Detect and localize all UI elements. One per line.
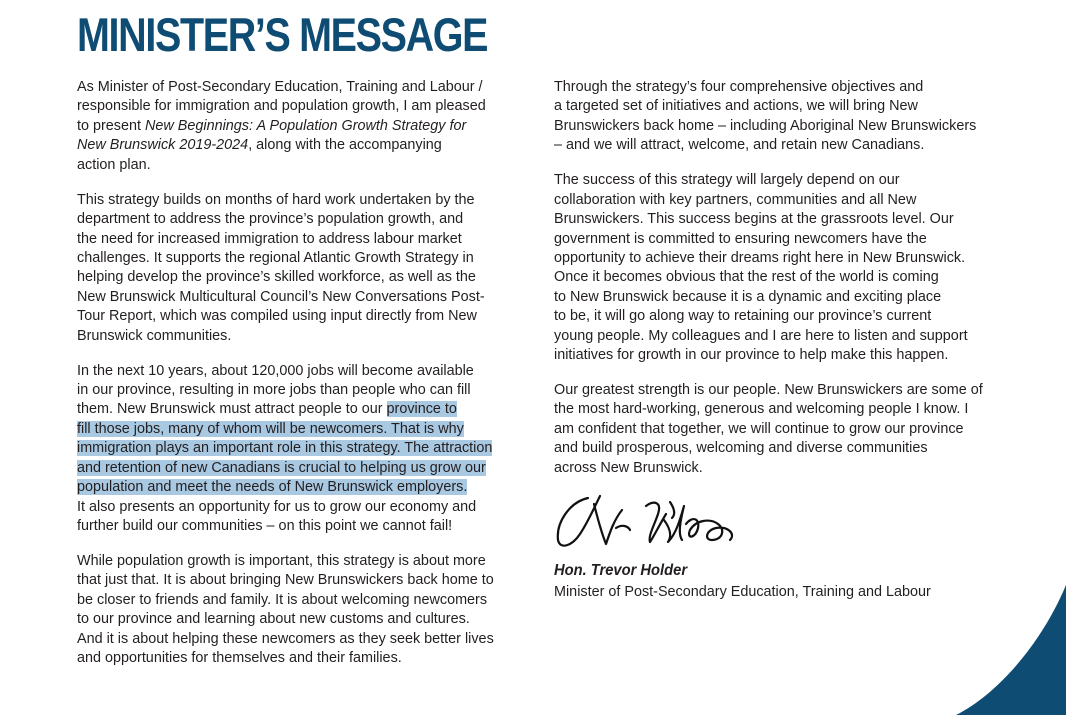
- page-title: MINISTER’S MESSAGE: [77, 8, 488, 61]
- text-line: [77, 630, 522, 649]
- italic-text: New Beginnings: A Population Growth Strategy for: [145, 117, 467, 134]
- text-line: [554, 420, 999, 439]
- text-run: This strategy builds on months of hard work undertaken by the: [77, 191, 475, 208]
- text-line: [554, 191, 999, 210]
- text-line: [77, 420, 522, 439]
- text-run: that just that. It is about bringing New Brunswickers back home to: [77, 572, 494, 589]
- text-line: [554, 381, 999, 400]
- text-run: and opportunities for themselves and their families.: [77, 650, 402, 667]
- right-column: [554, 78, 999, 494]
- text-line: [77, 117, 522, 136]
- text-run: be closer to friends and family. It is about welcoming newcomers: [77, 591, 488, 608]
- text-run: challenges. It supports the regional Atlantic Growth Strategy in: [77, 249, 474, 266]
- left-column: [77, 78, 522, 684]
- text-line: [554, 288, 999, 307]
- text-run: Once it becomes obvious that the rest of the world is coming: [554, 269, 939, 286]
- text-line: [554, 78, 999, 97]
- text-line: [554, 97, 999, 116]
- text-line: [554, 210, 999, 229]
- text-line: [77, 552, 522, 571]
- text-run: department to address the province’s population growth, and: [77, 211, 464, 228]
- text-run: to be, it will go along way to retaining our province’s current: [554, 308, 932, 325]
- text-run: to present: [77, 117, 145, 134]
- text-line: [554, 268, 999, 287]
- text-run: – and we will attract, welcome, and retain new Canadians.: [554, 137, 925, 154]
- text-run: to New Brunswick because it is a dynamic and exciting place: [554, 288, 942, 305]
- text-run: am confident that together, we will continue to grow our province: [554, 420, 964, 437]
- text-run: Through the strategy’s four comprehensive objectives and: [554, 79, 924, 95]
- text-run: responsible for immigration and population growth, I am pleased: [77, 98, 486, 115]
- corner-decoration: [956, 585, 1066, 715]
- text-line: [77, 649, 522, 668]
- text-run: It also presents an opportunity for us to grow our economy and: [77, 498, 477, 515]
- text-run: further build our communities – on this point we cannot fail!: [77, 517, 453, 534]
- text-run: initiatives for growth in our province to help make this happen.: [554, 346, 949, 363]
- text-line: [77, 327, 522, 346]
- highlighted-text: and retention of new Canadians is crucial to helping us grow our: [77, 459, 486, 476]
- text-run: And it is about helping these newcomers as they seek better lives: [77, 630, 494, 647]
- text-line: [77, 156, 522, 175]
- text-run: young people. My colleagues and I are here to listen and support: [554, 327, 968, 344]
- text-line: [554, 230, 999, 249]
- highlighted-text: province to: [386, 401, 457, 418]
- paragraph: [77, 78, 522, 175]
- text-run: While population growth is important, this strategy is about more: [77, 553, 486, 569]
- text-line: [554, 249, 999, 268]
- text-run: the most hard-working, generous and welcoming people I know. I: [554, 401, 969, 418]
- text-line: [77, 268, 522, 287]
- text-line: [77, 478, 522, 497]
- text-run: In the next 10 years, about 120,000 jobs will become available: [77, 362, 474, 379]
- paragraph: [77, 362, 522, 537]
- text-line: [77, 591, 522, 610]
- text-run: the need for increased immigration to address labour market: [77, 230, 462, 247]
- text-run: As Minister of Post-Secondary Education, Training and Labour /: [77, 79, 483, 95]
- text-line: [554, 400, 999, 419]
- text-line: [77, 249, 522, 268]
- text-line: [77, 381, 522, 400]
- text-line: [554, 459, 999, 478]
- text-run: them. New Brunswick must attract people to our: [77, 401, 387, 418]
- text-line: [77, 517, 522, 536]
- text-line: [77, 191, 522, 210]
- text-line: [77, 498, 522, 517]
- text-run: collaboration with key partners, communities and all New: [554, 191, 917, 208]
- text-line: [77, 136, 522, 155]
- text-line: [77, 571, 522, 590]
- signatory-name: Hon. Trevor Holder: [554, 562, 688, 579]
- text-run: The success of this strategy will largely depend on our: [554, 172, 900, 189]
- paragraph: [77, 191, 522, 346]
- text-line: [554, 327, 999, 346]
- text-line: [554, 439, 999, 458]
- text-line: [554, 171, 999, 190]
- paragraph: [554, 171, 999, 365]
- text-line: [554, 307, 999, 326]
- text-line: [77, 307, 522, 326]
- text-line: [77, 97, 522, 116]
- highlighted-text: population and meet the needs of New Brunswick employers.: [77, 479, 468, 496]
- signature-image: [550, 484, 750, 554]
- text-run: Brunswickers. This success begins at the grassroots level. Our: [554, 211, 954, 228]
- text-run: helping develop the province’s skilled workforce, as well as the: [77, 269, 476, 286]
- text-line: [554, 136, 999, 155]
- text-run: in our province, resulting in more jobs than people who can fill: [77, 382, 471, 399]
- paragraph: [77, 552, 522, 668]
- text-line: [554, 117, 999, 136]
- text-run: New Brunswick Multicultural Council’s New Conversations Post-: [77, 288, 485, 305]
- signatory-title: Minister of Post-Secondary Education, Training and Labour: [554, 584, 931, 600]
- highlighted-text: immigration plays an important role in this strategy. The attraction: [77, 440, 493, 457]
- text-run: across New Brunswick.: [554, 459, 703, 476]
- text-run: opportunity to achieve their dreams right here in New Brunswick.: [554, 249, 966, 266]
- text-run: , along with the accompanying: [248, 137, 442, 154]
- text-line: [77, 459, 522, 478]
- text-run: a targeted set of initiatives and actions, we will bring New: [554, 98, 918, 115]
- text-line: [77, 610, 522, 629]
- paragraph: [554, 78, 999, 156]
- text-line: [77, 230, 522, 249]
- text-line: [77, 288, 522, 307]
- text-run: Brunswick communities.: [77, 327, 232, 344]
- paragraph: [554, 381, 999, 478]
- text-line: [77, 400, 522, 419]
- text-run: Tour Report, which was compiled using input directly from New: [77, 308, 477, 325]
- text-line: [77, 78, 522, 97]
- text-run: to our province and learning about new customs and cultures.: [77, 611, 470, 628]
- text-run: Brunswickers back home – including Aboriginal New Brunswickers: [554, 117, 977, 134]
- text-line: [77, 210, 522, 229]
- text-run: government is committed to ensuring newcomers have the: [554, 230, 927, 247]
- text-run: Our greatest strength is our people. New Brunswickers are some of: [554, 382, 983, 399]
- italic-text: New Brunswick 2019-2024: [77, 137, 249, 154]
- text-line: [77, 362, 522, 381]
- text-line: [554, 346, 999, 365]
- text-line: [77, 439, 522, 458]
- text-run: action plan.: [77, 156, 151, 173]
- text-run: and build prosperous, welcoming and diverse communities: [554, 440, 928, 457]
- highlighted-text: fill those jobs, many of whom will be newcomers. That is why: [77, 420, 464, 437]
